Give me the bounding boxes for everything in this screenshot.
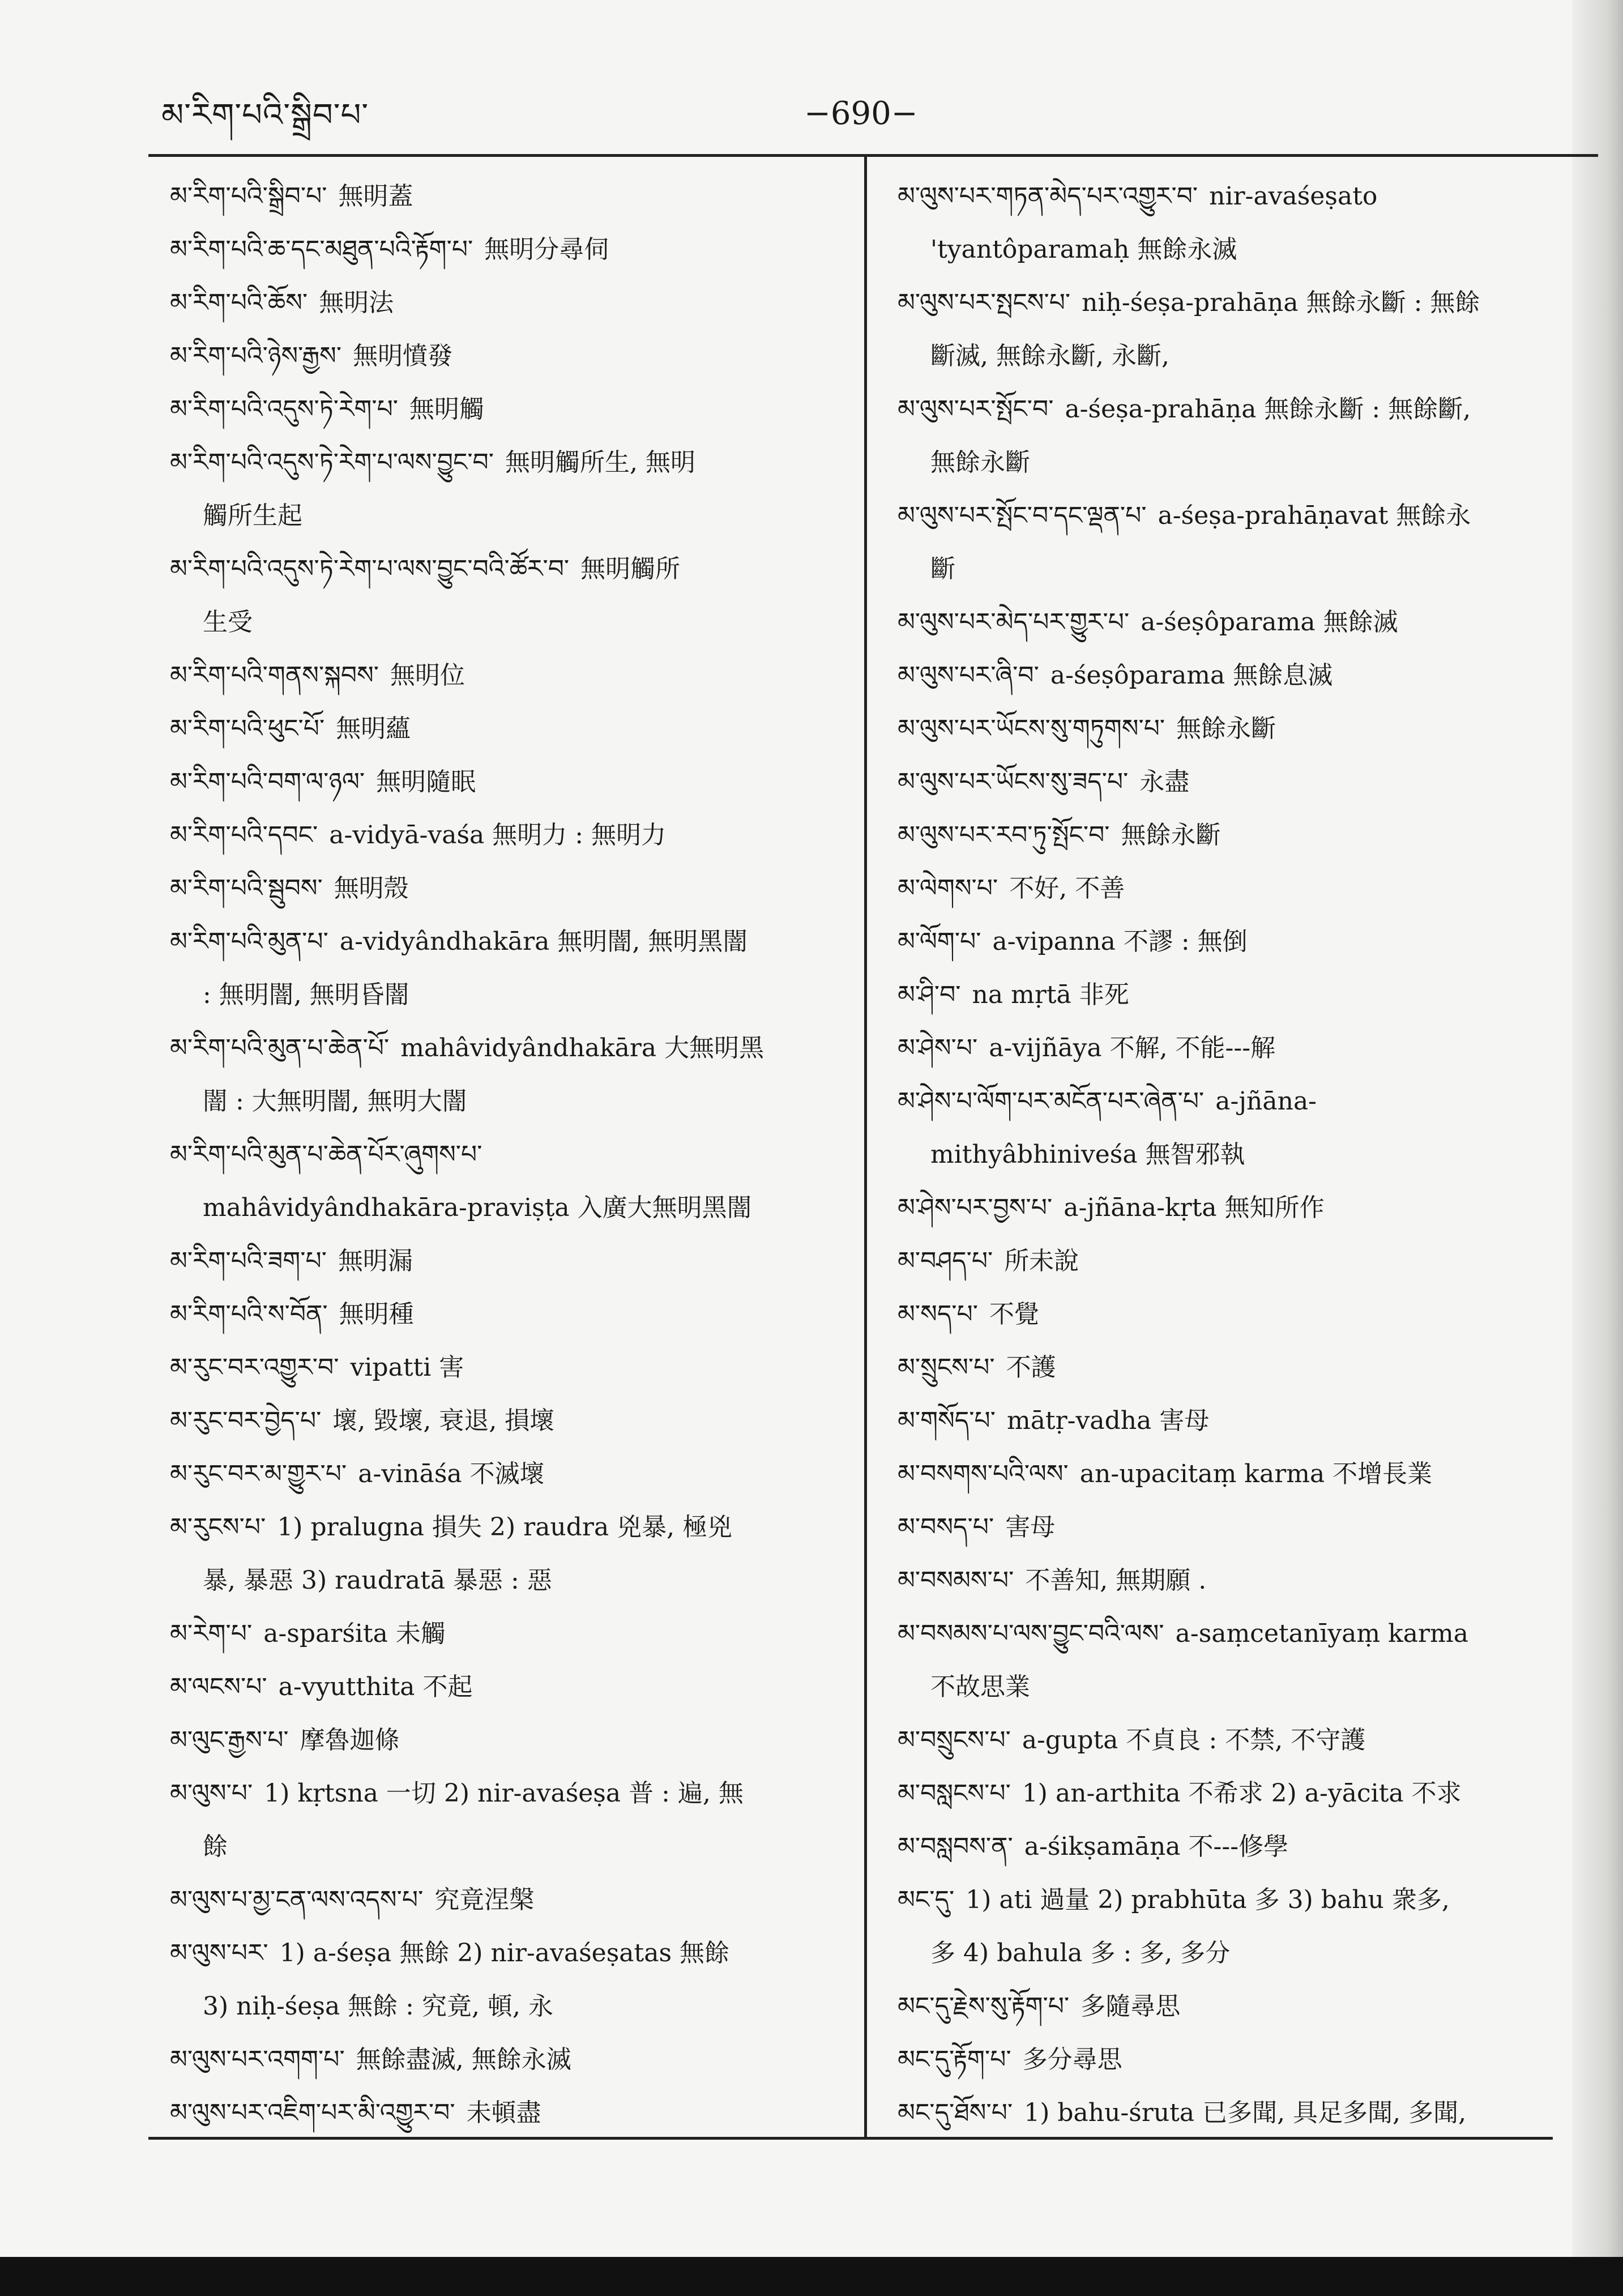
dictionary-entry (170, 1607, 838, 1661)
dictionary-entry (898, 915, 1566, 968)
dictionary-entry (898, 1394, 1566, 1448)
gloss: 不好, 不善 (1009, 874, 1125, 903)
dictionary-entry (898, 756, 1566, 809)
entry-continuation (170, 596, 838, 649)
gloss: 1) kṛtsna 一切 2) nir-avaśeṣa 普 : 遍, 無 (264, 1779, 744, 1808)
headword: མ་ལུས་པར་སྤོང་བ་ (898, 395, 1054, 424)
headword: མ་རིག་པའི་ས་བོན་ (170, 1300, 328, 1329)
headword: མ་ལུས་པར་འཇིག་པར་མི་འགྱུར་བ་ (170, 2098, 455, 2127)
headword: མ་རིག་པའི་མུན་པ་ཆེན་པོར་ཞུགས་པ་ (170, 1140, 482, 1169)
headword: མ་ལུས་པར་ཡོངས་སུ་ཟད་པ་ (898, 767, 1129, 796)
dictionary-entry (170, 756, 838, 809)
dictionary-entry (170, 2086, 838, 2140)
gloss: a-vināśa 不滅壞 (358, 1459, 545, 1488)
entry-continuation (898, 1661, 1566, 1714)
dictionary-entry (170, 1501, 838, 1554)
gloss: a-vijñāya 不解, 不能---解 (989, 1034, 1276, 1062)
headword: མ་རིག་པའི་སྒྲིབ་པ་ (170, 182, 327, 211)
dictionary-entry (170, 1394, 838, 1448)
headword: མ་ལུས་པར་གཏན་མེད་པར་འགྱུར་བ་ (898, 182, 1198, 211)
gloss: a-śikṣamāṇa 不---修學 (1024, 1832, 1289, 1861)
gloss: niḥ-śeṣa-prahāṇa 無餘永斷 : 無餘 (1082, 288, 1480, 317)
dictionary-entry (898, 1288, 1566, 1341)
headword: མ་ཤེས་པ་ (898, 1034, 978, 1062)
headword: མ་རིག་པའི་ཆ་དང་མཐུན་པའི་རྟོག་པ་ (170, 235, 473, 264)
gloss: 無明蓋 (338, 182, 413, 211)
gloss: 害母 (1005, 1513, 1056, 1542)
headword: མ་ལོག་པ་ (898, 927, 981, 956)
headword: མ་བསྲུངས་པ་ (898, 1726, 1011, 1755)
dictionary-entry (898, 2086, 1566, 2140)
headword: མ་རེག་པ་ (170, 1619, 253, 1648)
headword: མ་ལུས་པར་འགག་པ་ (170, 2045, 345, 2074)
dictionary-entry (898, 1554, 1566, 1607)
headword: མ་ལུས་པར་ཡོངས་སུ་གཏུགས་པ་ (898, 714, 1165, 743)
dictionary-entry (170, 2033, 838, 2086)
entry-continuation (898, 1128, 1566, 1181)
gloss: 多隨尋思 (1080, 1992, 1181, 2021)
dictionary-entry (898, 1341, 1566, 1394)
gloss: vipatti 害 (350, 1353, 464, 1382)
dictionary-entry (170, 702, 838, 756)
gloss: 'tyantôparamaḥ 無餘永滅 (930, 235, 1237, 264)
headword: མ་རུངས་པ་ (170, 1513, 266, 1542)
dictionary-entry (898, 1607, 1566, 1661)
gloss: 無餘永斷 (930, 448, 1030, 477)
gloss: 無明憤發 (353, 342, 453, 370)
entry-continuation (170, 1554, 838, 1607)
headword: མང་དུ་རྗེས་སུ་རྟོག་པ་ (898, 1992, 1070, 2021)
headword: མ་རིག་པའི་འདུས་ཏེ་རེག་པ་ (170, 395, 399, 424)
dictionary-entry (898, 2033, 1566, 2086)
headword: མ་རིག་པའི་ཉེས་རྒྱས་ (170, 342, 342, 370)
left-column (170, 170, 838, 2140)
entry-continuation (898, 223, 1566, 276)
headword: མ་བཤད་པ་ (898, 1247, 993, 1275)
gloss: 斷 (930, 554, 955, 583)
headword: མ་སྲུངས་པ་ (898, 1353, 995, 1382)
dictionary-entry (898, 649, 1566, 702)
gloss: 無明蘊 (336, 714, 411, 743)
dictionary-entry (898, 1714, 1566, 1767)
gloss: 無明觸 (409, 395, 485, 424)
dictionary-entry (170, 649, 838, 702)
page-edge-shadow (1572, 0, 1623, 2296)
gloss: a-śeṣa-prahāṇavat 無餘永 (1158, 501, 1471, 530)
gloss: a-śeṣôparama 無餘息滅 (1050, 661, 1333, 690)
dictionary-entry (898, 1980, 1566, 2033)
headword: མ་ལེགས་པ་ (898, 874, 998, 903)
headword: མ་རིག་པའི་ཟག་པ་ (170, 1247, 327, 1275)
headword: མ་རིག་པའི་འདུས་ཏེ་རེག་པ་ལས་བྱུང་བའི་ཚོར་བ་ (170, 554, 570, 583)
gloss: 無餘盡滅, 無餘永滅 (356, 2045, 571, 2074)
headword: མ་ལུས་པར་ (170, 1939, 268, 1968)
headword: མང་དུ་རྟོག་པ་ (898, 2045, 1011, 2074)
page-number: −690− (804, 95, 918, 132)
gloss: 1) an-arthita 不希求 2) a-yācita 不求 (1022, 1779, 1462, 1808)
entry-continuation (170, 1980, 838, 2033)
gloss: 無餘永斷 (1121, 821, 1221, 850)
headword: མ་ལུས་པར་རབ་ཏུ་སྤོང་བ་ (898, 821, 1110, 850)
gloss: 3) niḥ-śeṣa 無餘 : 究竟, 頓, 永 (203, 1992, 553, 2021)
right-column (898, 170, 1566, 2140)
entry-continuation (170, 968, 838, 1022)
dictionary-entry (898, 170, 1566, 223)
dictionary-entry (898, 1235, 1566, 1288)
headword: མ་ལངས་པ་ (170, 1672, 267, 1701)
dictionary-entry (898, 1767, 1566, 1820)
gloss: 永盡 (1139, 767, 1190, 796)
dictionary-entry (170, 1128, 838, 1181)
dictionary-entry (170, 543, 838, 596)
headword: མ་ལུང་རྒྱས་པ་ (170, 1726, 289, 1755)
gloss: 未頓盡 (466, 2098, 541, 2127)
headword: མང་དུ་ཐོས་པ་ (898, 2098, 1013, 2127)
dictionary-entry (170, 436, 838, 489)
gloss: a-gupta 不貞良 : 不禁, 不守護 (1022, 1726, 1366, 1755)
gloss: 無明漏 (338, 1247, 413, 1275)
headword: མ་རིག་པའི་བག་ལ་ཉལ་ (170, 767, 365, 796)
dictionary-entry (898, 1022, 1566, 1075)
gloss: 生受 (203, 608, 253, 637)
gloss: a-vyutthita 不起 (278, 1672, 473, 1701)
gloss: a-vipanna 不謬 : 無倒 (992, 927, 1248, 956)
entry-continuation (898, 330, 1566, 383)
gloss: 無明分尋伺 (484, 235, 609, 264)
gloss: 不善知, 無期願 . (1025, 1566, 1207, 1595)
dictionary-entry (898, 1448, 1566, 1501)
gloss: 1) a-śeṣa 無餘 2) nir-avaśeṣatas 無餘 (279, 1939, 730, 1968)
dictionary-entry (170, 1022, 838, 1075)
gloss: 無明殼 (334, 874, 409, 903)
gloss: mātṛ-vadha 害母 (1006, 1406, 1210, 1435)
dictionary-entry (898, 596, 1566, 649)
dictionary-entry (170, 1235, 838, 1288)
headword: མ་ལུས་པར་མེད་པར་གྱུར་པ་ (898, 608, 1130, 637)
gloss: 餘 (203, 1832, 228, 1861)
dictionary-entry (170, 330, 838, 383)
headword: མ་རིག་པའི་འདུས་ཏེ་རེག་པ་ལས་བྱུང་བ་ (170, 448, 494, 477)
dictionary-entry (170, 223, 838, 276)
dictionary-entry (170, 276, 838, 330)
gloss: na mṛtā 非死 (972, 980, 1129, 1009)
dictionary-entry (898, 1501, 1566, 1554)
headword: མ་རིག་པའི་གནས་སྐབས་ (170, 661, 379, 690)
headword: མ་ལུས་པར་སྤངས་པ་ (898, 288, 1071, 317)
dictionary-entry (898, 862, 1566, 915)
gloss: 無餘永斷 (1176, 714, 1276, 743)
gloss: a-vidyā-vaśa 無明力 : 無明力 (329, 821, 667, 850)
headword: མ་བསམས་པ་ལས་བྱུང་བའི་ལས་ (898, 1619, 1164, 1648)
entry-continuation (170, 1075, 838, 1128)
gloss: 斷滅, 無餘永斷, 永斷, (930, 342, 1169, 370)
dictionary-entry (170, 1927, 838, 1980)
dictionary-entry (898, 276, 1566, 330)
gloss: : 無明闇, 無明昏闇 (203, 980, 409, 1009)
gloss: 所未說 (1004, 1247, 1079, 1275)
dictionary-entry (170, 1288, 838, 1341)
top-rule (148, 154, 1598, 157)
gloss: 無明種 (339, 1300, 414, 1329)
headword: མ་བསླབས་ན་ (898, 1832, 1013, 1861)
dictionary-entry (170, 862, 838, 915)
gloss: mithyâbhiniveśa 無智邪執 (930, 1140, 1245, 1169)
scan-bottom-band (0, 2257, 1623, 2296)
headword: མ་རིག་པའི་ཆོས་ (170, 288, 308, 317)
dictionary-entry (170, 1448, 838, 1501)
gloss: 無明觸所生, 無明 (505, 448, 695, 477)
dictionary-entry (898, 489, 1566, 543)
gloss: a-śeṣôparama 無餘滅 (1141, 608, 1398, 637)
gloss: 摩魯迦條 (300, 1726, 400, 1755)
gloss: mahâvidyândhakāra-praviṣṭa 入廣大無明黑闇 (203, 1193, 752, 1222)
dictionary-entry (170, 1714, 838, 1767)
entry-continuation (170, 1181, 838, 1235)
dictionary-entry (170, 915, 838, 968)
gloss: a-jñāna-kṛta 無知所作 (1064, 1193, 1325, 1222)
dictionary-entry (170, 1873, 838, 1927)
gloss: a-saṃcetanīyaṃ karma (1175, 1619, 1468, 1648)
headword: མ་ལུས་པར་ཞི་བ་ (898, 661, 1039, 690)
dictionary-entry (170, 170, 838, 223)
gloss: 無明法 (319, 288, 394, 317)
entry-continuation (170, 489, 838, 543)
gloss: 暴, 暴惡 3) raudratā 暴惡 : 惡 (203, 1566, 552, 1595)
headword: མ་ཤེས་པ་ལོག་པར་མངོན་པར་ཞེན་པ་ (898, 1087, 1205, 1116)
dictionary-entry (898, 702, 1566, 756)
column-divider (864, 157, 867, 2137)
running-head: མ་རིག་པའི་སྒྲིབ་པ་ (161, 97, 369, 134)
headword: མ་རུང་བར་བྱེད་པ་ (170, 1406, 322, 1435)
headword: མ་རིག་པའི་ཕུང་པོ་ (170, 714, 325, 743)
headword: མ་བསགས་པའི་ལས་ (898, 1459, 1069, 1488)
gloss: 1) pralugna 損失 2) raudra 兇暴, 極兇 (277, 1513, 733, 1542)
gloss: 不護 (1006, 1353, 1056, 1382)
entry-continuation (898, 1927, 1566, 1980)
gloss: a-sparśita 未觸 (263, 1619, 446, 1648)
gloss: 觸所生起 (203, 501, 302, 530)
dictionary-entry (898, 809, 1566, 862)
headword: མ་རིག་པའི་སྦུབས་ (170, 874, 323, 903)
dictionary-entry (898, 383, 1566, 436)
entry-continuation (170, 1820, 838, 1873)
dictionary-entry (170, 383, 838, 436)
gloss: a-śeṣa-prahāṇa 無餘永斷 : 無餘斷, (1065, 395, 1471, 424)
headword: མ་བསླངས་པ་ (898, 1779, 1011, 1808)
gloss: 壞, 毀壞, 衰退, 損壞 (332, 1406, 555, 1435)
gloss: 多分尋思 (1022, 2045, 1122, 2074)
gloss: 無明位 (390, 661, 465, 690)
headword: མ་གསོད་པ་ (898, 1406, 996, 1435)
gloss: 不故思業 (930, 1672, 1030, 1701)
dictionary-entry (898, 1075, 1566, 1128)
headword: མ་རུང་བར་མ་གྱུར་པ་ (170, 1459, 347, 1488)
gloss: 闇 : 大無明闇, 無明大闇 (203, 1087, 467, 1116)
gloss: 無明隨眠 (376, 767, 476, 796)
headword: མ་རུང་བར་འགྱུར་བ་ (170, 1353, 339, 1382)
gloss: 1) ati 過量 2) prabhūta 多 3) bahu 衆多, (966, 1885, 1450, 1914)
dictionary-entry (170, 1341, 838, 1394)
headword: མ་བསམས་པ་ (898, 1566, 1014, 1595)
dictionary-entry (898, 1873, 1566, 1927)
gloss: 無明觸所 (580, 554, 681, 583)
gloss: nir-avaśeṣato (1209, 182, 1378, 211)
headword: མང་དུ་ (898, 1885, 955, 1914)
dictionary-entry (898, 1181, 1566, 1235)
entry-continuation (898, 543, 1566, 596)
gloss: a-vidyândhakāra 無明闇, 無明黑闇 (339, 927, 748, 956)
gloss: 不覺 (989, 1300, 1039, 1329)
gloss: a-jñāna- (1215, 1087, 1317, 1116)
dictionary-entry (170, 1767, 838, 1820)
headword: མ་རིག་པའི་མུན་པ་ཆེན་པོ་ (170, 1034, 390, 1062)
gloss: 究竟涅槃 (434, 1885, 535, 1914)
gloss: 多 4) bahula 多 : 多, 多分 (930, 1939, 1231, 1968)
entry-continuation (898, 436, 1566, 489)
headword: མ་ལུས་པར་སྤོང་བ་དང་ལྡན་པ་ (898, 501, 1147, 530)
gloss: an-upacitaṃ karma 不增長業 (1079, 1459, 1433, 1488)
headword: མ་རིག་པའི་དབང་ (170, 821, 318, 850)
headword: མ་ལུས་པ་མྱ་ངན་ལས་འདས་པ་ (170, 1885, 424, 1914)
dictionary-entry (898, 968, 1566, 1022)
headword: མ་རིག་པའི་མུན་པ་ (170, 927, 328, 956)
headword: མ་སད་པ་ (898, 1300, 978, 1329)
dictionary-entry (170, 809, 838, 862)
gloss: 1) bahu-śruta 已多聞, 具足多聞, 多聞, (1024, 2098, 1467, 2127)
headword: མ་ཤི་བ་ (898, 980, 961, 1009)
headword: མ་ཤེས་པར་བྱས་པ་ (898, 1193, 1053, 1222)
headword: མ་བསད་པ་ (898, 1513, 994, 1542)
dictionary-entry (898, 1820, 1566, 1873)
headword: མ་ལུས་པ་ (170, 1779, 253, 1808)
dictionary-entry (170, 1661, 838, 1714)
gloss: mahâvidyândhakāra 大無明黑 (400, 1034, 764, 1062)
